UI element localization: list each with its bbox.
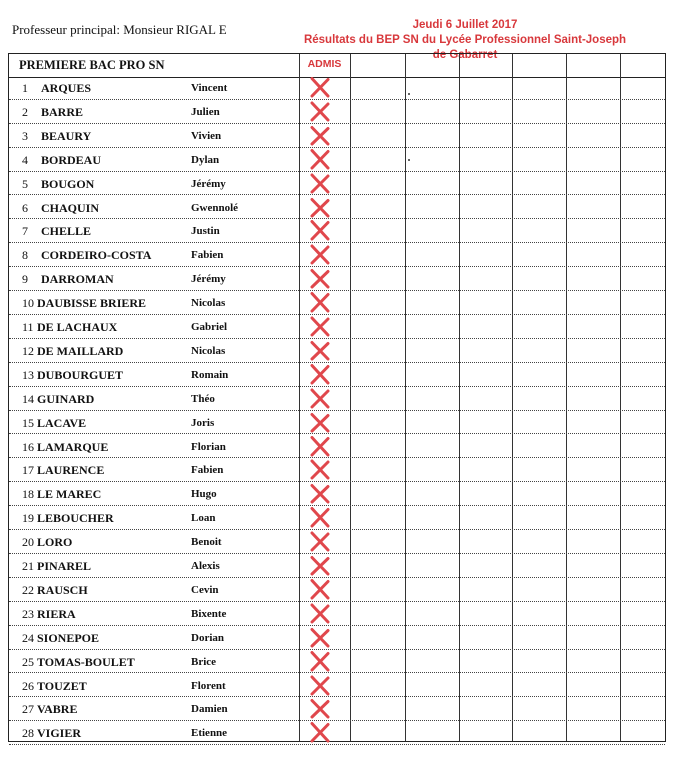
admis-cross-icon: [309, 388, 331, 409]
table-row: [9, 626, 665, 650]
student-last-name: LEBOUCHER: [37, 511, 114, 526]
student-number: 4: [22, 152, 28, 167]
table-row: [9, 172, 665, 196]
student-first-name: Vincent: [191, 82, 228, 94]
table-row: [9, 697, 665, 721]
student-last-name: VIGIER: [37, 726, 82, 741]
student-first-name: Julien: [191, 105, 220, 118]
student-last-name: GUINARD: [37, 391, 95, 406]
student-last-name: LAURENCE: [37, 463, 105, 478]
student-number: 13: [22, 367, 34, 382]
table-row: [9, 267, 665, 291]
student-last-name: LAMARQUE: [37, 439, 109, 454]
student-last-name: ARQUES: [41, 81, 92, 95]
admis-cross-icon: [309, 125, 331, 146]
student-last-name: BOUGON: [41, 176, 95, 191]
student-last-name: CORDEIRO-COSTA: [41, 248, 152, 263]
student-number: 23: [22, 606, 34, 621]
student-first-name: Alexis: [191, 560, 220, 572]
student-last-name: DE MAILLARD: [37, 343, 124, 358]
student-last-name: BEAURY: [41, 128, 92, 143]
table-row: [9, 315, 665, 339]
admis-cross-icon: [309, 244, 331, 265]
teacher-label: Professeur principal: Monsieur RIGAL E: [12, 22, 227, 37]
scan-dot: [408, 159, 410, 161]
student-last-name: TOUZET: [37, 678, 87, 693]
student-first-name: Florent: [191, 679, 226, 692]
table-row: [9, 530, 665, 554]
table-row: [9, 578, 665, 602]
student-number: 6: [22, 200, 28, 215]
student-number: 9: [22, 272, 28, 287]
student-first-name: Justin: [191, 225, 220, 238]
table-row: [9, 482, 665, 506]
student-first-name: Jérémy: [191, 177, 226, 190]
student-number: 11: [22, 320, 34, 334]
student-first-name: Théo: [191, 392, 215, 405]
student-number: 3: [22, 128, 28, 143]
student-number: 19: [22, 511, 34, 526]
admis-cross-icon: [309, 149, 331, 170]
admis-cross-icon: [309, 555, 331, 576]
student-last-name: DAUBISSE BRIERE: [37, 296, 147, 311]
admis-cross-icon: [309, 627, 331, 648]
student-last-name: BARRE: [41, 104, 84, 119]
student-last-name: LACAVE: [37, 415, 87, 430]
table-row: [9, 602, 665, 626]
table-row: [9, 148, 665, 172]
student-first-name: Nicolas: [191, 297, 226, 310]
admis-cross-icon: [309, 507, 331, 528]
student-first-name: Loan: [191, 512, 216, 525]
student-last-name: CHELLE: [41, 224, 92, 239]
student-last-name: BORDEAU: [41, 152, 102, 167]
student-first-name: Damien: [191, 703, 228, 716]
student-last-name: VABRE: [37, 702, 78, 717]
student-last-name: PINAREL: [37, 559, 92, 573]
student-last-name: CHAQUIN: [41, 200, 100, 215]
table-row: [9, 243, 665, 267]
table-row: [9, 721, 665, 745]
student-first-name: Dorian: [191, 631, 224, 644]
admis-cross-icon: [309, 173, 331, 194]
student-last-name: DE LACHAUX: [37, 320, 118, 334]
student-last-name: LORO: [37, 535, 73, 550]
student-number: 2: [22, 104, 28, 119]
table-row: [9, 124, 665, 148]
student-number: 5: [22, 176, 28, 191]
student-first-name: Gabriel: [191, 321, 228, 333]
admis-cross-icon: [309, 340, 331, 361]
student-first-name: Etienne: [191, 727, 228, 740]
student-first-name: Romain: [191, 368, 229, 381]
student-last-name: LE MAREC: [37, 487, 102, 502]
admis-cross-icon: [309, 364, 331, 385]
student-number: 15: [22, 415, 34, 430]
admis-cross-icon: [309, 603, 331, 624]
table-row: [9, 674, 665, 698]
table-row: [9, 196, 665, 220]
student-number: 14: [22, 391, 34, 406]
results-title: Résultats du BEP SN du Lycée Professionnel Saint-Joseph de Gabarret: [303, 34, 627, 61]
table-row: [9, 650, 665, 674]
admis-cross-icon: [309, 268, 331, 289]
admis-cross-icon: [309, 675, 331, 696]
admis-cross-icon: [309, 531, 331, 552]
student-last-name: RAUSCH: [37, 582, 88, 597]
student-number: 18: [22, 487, 34, 502]
student-last-name: DARROMAN: [41, 272, 114, 287]
admis-cross-icon: [309, 220, 331, 241]
class-label: PREMIERE BAC PRO SN: [19, 58, 165, 72]
admis-cross-icon: [309, 101, 331, 122]
student-first-name: Hugo: [191, 488, 217, 501]
student-first-name: Jérémy: [191, 273, 226, 286]
table-row: [9, 76, 665, 100]
admis-cross-icon: [309, 483, 331, 504]
student-first-name: Fabien: [191, 464, 224, 477]
admis-cross-icon: [309, 459, 331, 480]
student-first-name: Joris: [191, 416, 215, 429]
admis-cross-icon: [309, 579, 331, 600]
student-first-name: Cevin: [191, 583, 219, 596]
student-number: 26: [22, 678, 34, 693]
admis-column-header: ADMIS: [307, 58, 342, 70]
student-first-name: Benoit: [191, 536, 222, 549]
student-first-name: Fabien: [191, 249, 224, 262]
date-label: Jeudi 6 Juillet 2017: [412, 19, 518, 31]
table-row: [9, 219, 665, 243]
table-row: [9, 339, 665, 363]
student-number: 21: [22, 559, 34, 573]
table-row: [9, 506, 665, 530]
student-last-name: RIERA: [37, 606, 76, 621]
student-number: 27: [22, 702, 34, 717]
results-table: [8, 53, 666, 742]
student-last-name: TOMAS-BOULET: [37, 654, 135, 669]
table-row: [9, 291, 665, 315]
table-row: [9, 435, 665, 459]
student-number: 17: [22, 463, 34, 478]
student-number: 16: [22, 439, 34, 454]
student-first-name: Gwennolé: [191, 201, 239, 214]
student-number: 10: [22, 296, 34, 311]
student-number: 20: [22, 535, 34, 550]
student-number: 22: [22, 582, 34, 597]
table-row: [9, 554, 665, 578]
student-last-name: SIONEPOE: [37, 630, 100, 645]
student-number: 7: [22, 224, 28, 239]
table-row: [9, 458, 665, 482]
student-first-name: Florian: [191, 440, 226, 453]
student-number: 8: [22, 248, 28, 263]
admis-cross-icon: [309, 651, 331, 672]
student-last-name: DUBOURGUET: [37, 367, 124, 382]
admis-cross-icon: [309, 722, 331, 743]
student-number: 12: [22, 343, 34, 358]
admis-cross-icon: [309, 292, 331, 313]
student-number: 25: [22, 654, 34, 669]
student-first-name: Bixente: [191, 607, 227, 620]
table-row: [9, 411, 665, 435]
admis-cross-icon: [309, 316, 331, 337]
student-number: 24: [22, 630, 34, 645]
scan-dot: [408, 93, 410, 95]
student-number: 28: [22, 726, 34, 741]
admis-cross-icon: [309, 436, 331, 457]
student-number: 1: [22, 81, 28, 95]
student-first-name: Vivien: [191, 129, 222, 142]
admis-cross-icon: [309, 698, 331, 719]
table-row: [9, 363, 665, 387]
table-row: [9, 387, 665, 411]
admis-cross-icon: [309, 412, 331, 433]
admis-cross-icon: [309, 197, 331, 218]
student-first-name: Nicolas: [191, 344, 226, 357]
table-row: [9, 100, 665, 124]
admis-cross-icon: [309, 77, 331, 98]
student-first-name: Dylan: [191, 153, 220, 166]
student-first-name: Brice: [191, 655, 217, 668]
